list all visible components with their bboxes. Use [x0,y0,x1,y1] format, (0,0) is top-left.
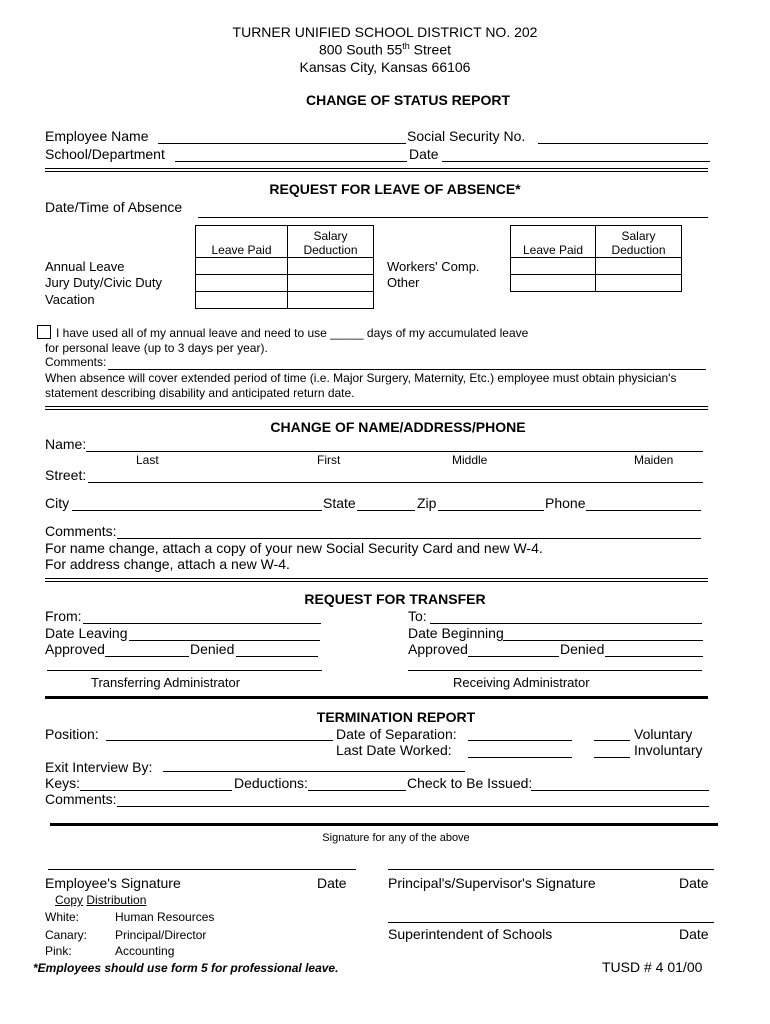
from-approved-line[interactable] [105,656,189,657]
district-street: 800 South 55th Street [318,41,452,58]
annual-leave-paid-cell[interactable] [196,258,288,275]
name-label: Name: [45,436,87,452]
transferring-admin-label: Transferring Administrator [91,675,241,690]
superintendent-label: Superintendent of Schools [388,926,553,942]
school-department-label: School/Department [45,146,165,162]
section-divider [45,168,708,172]
state-label: State [323,495,356,511]
leave-table-right [510,225,682,292]
salary-deduction-header-right: Salary Deduction [596,226,682,258]
receiving-admin-line[interactable] [408,670,702,671]
city-label: City [45,495,70,511]
vacation-label: Vacation [45,292,95,307]
city-line[interactable] [72,510,322,511]
employee-date-label: Date [317,875,347,891]
to-line[interactable] [430,623,702,624]
keys-label: Keys: [45,775,81,791]
sub-middle: Middle [452,453,488,467]
position-label: Position: [45,726,99,742]
other-deduction-cell[interactable] [596,275,682,292]
leave-comments-label: Comments: [45,355,107,369]
footnote: *Employees should use form 5 for professional leave. [33,961,339,975]
jury-duty-deduction-cell[interactable] [288,275,374,292]
to-denied-label: Denied [560,641,605,657]
form-title: CHANGE OF STATUS REPORT [305,92,511,108]
principal-signature-line[interactable] [388,869,714,870]
leave-paid-header: Leave Paid [196,226,288,258]
district-name: TURNER UNIFIED SCHOOL DISTRICT NO. 202 [232,24,538,40]
leave-note-line2: statement describing disability and anticipated return date. [45,386,355,400]
superintendent-signature-line[interactable] [388,922,714,923]
zip-label: Zip [417,495,437,511]
principal-signature-label: Principal's/Supervisor's Signature [388,875,596,891]
state-line[interactable] [357,510,415,511]
vacation-paid-cell[interactable] [196,292,288,309]
name-comments-line[interactable] [117,538,701,539]
signature-caption: Signature for any of the above [322,832,470,844]
to-approved-label: Approved [408,641,468,657]
to-denied-line[interactable] [605,656,703,657]
termination-comments-line[interactable] [117,806,709,807]
from-denied-label: Denied [190,641,235,657]
section-divider [45,578,708,582]
checkbox-text-line1: I have used all of my annual leave and need to use _____ days of my accumulated leave [56,326,529,340]
sub-last: Last [136,453,159,467]
voluntary-line[interactable] [594,740,630,741]
distribution-heading: Copy Distribution [55,893,147,907]
checkbox-text-line2: for personal leave (up to 3 days per year). [45,341,268,355]
from-line[interactable] [83,623,321,624]
jury-duty-label: Jury Duty/Civic Duty [45,275,163,290]
employee-signature-label: Employee's Signature [45,875,181,891]
deductions-line[interactable] [308,790,406,791]
from-denied-line[interactable] [236,656,318,657]
street-label: Street: [45,467,87,483]
last-date-worked-label: Last Date Worked: [336,742,452,758]
section-divider-thick [45,696,708,699]
dist-pink-dest: Accounting [115,944,175,958]
sub-maiden: Maiden [634,453,674,467]
dist-canary-dest: Principal/Director [115,928,207,942]
workers-comp-label: Workers' Comp. [387,259,480,274]
deductions-label: Deductions: [234,775,308,791]
employee-signature-line[interactable] [48,869,356,870]
date-time-line[interactable] [198,217,708,218]
annual-leave-used-checkbox[interactable] [37,325,51,339]
to-label: To: [408,608,427,624]
zip-line[interactable] [438,510,544,511]
vacation-deduction-cell[interactable] [288,292,374,309]
name-line[interactable] [86,451,703,452]
involuntary-line[interactable] [594,757,630,758]
signature-divider-thick [50,823,718,826]
transfer-heading: REQUEST FOR TRANSFER [304,591,486,607]
dist-pink-label: Pink: [45,944,72,958]
involuntary-label: Involuntary [634,742,703,758]
receiving-admin-label: Receiving Administrator [453,675,590,690]
address-change-note: For address change, attach a new W-4. [45,556,290,572]
termination-heading: TERMINATION REPORT [316,709,476,725]
employee-name-label: Employee Name [45,128,149,144]
leave-note-line1: When absence will cover extended period of time (i.e. Major Surgery, Maternity, Etc.) employee must obtain physician's [45,371,677,385]
name-comments-label: Comments: [45,523,117,539]
from-approved-label: Approved [45,641,105,657]
phone-line[interactable] [586,510,701,511]
ssn-label: Social Security No. [407,128,526,144]
from-label: From: [45,608,82,624]
dist-canary-label: Canary: [45,928,88,942]
termination-comments-label: Comments: [45,791,117,807]
date-beginning-label: Date Beginning [408,625,504,641]
section-divider [45,406,708,410]
form-id: TUSD # 4 01/00 [602,959,703,975]
leave-paid-header-right: Leave Paid [511,226,596,258]
principal-date-label: Date [679,875,709,891]
workers-comp-paid-cell[interactable] [511,258,596,275]
date-separation-label: Date of Separation: [336,726,457,742]
name-change-heading: CHANGE OF NAME/ADDRESS/PHONE [270,419,526,435]
dist-white-label: White: [45,910,80,924]
transferring-admin-line[interactable] [47,670,322,671]
exit-interview-line[interactable] [163,771,465,772]
street-line[interactable] [88,482,703,483]
leave-table-left [195,225,374,309]
exit-interview-label: Exit Interview By: [45,759,153,775]
dist-white-dest: Human Resources [115,910,215,924]
last-date-worked-line[interactable] [468,757,572,758]
sub-first: First [317,453,341,467]
voluntary-label: Voluntary [634,726,693,742]
district-city: Kansas City, Kansas 66106 [299,59,471,75]
leave-comments-line[interactable] [108,369,706,370]
to-approved-line[interactable] [468,656,559,657]
ssn-line[interactable] [538,143,708,144]
date-line[interactable] [442,161,710,162]
annual-leave-label: Annual Leave [45,259,125,274]
salary-deduction-header: Salary Deduction [288,226,374,258]
phone-label: Phone [545,495,586,511]
check-label: Check to Be Issued: [407,775,533,791]
jury-duty-paid-cell[interactable] [196,275,288,292]
annual-leave-deduction-cell[interactable] [288,258,374,275]
position-line[interactable] [106,740,333,741]
workers-comp-deduction-cell[interactable] [596,258,682,275]
leave-heading: REQUEST FOR LEAVE OF ABSENCE* [269,181,521,197]
school-department-line[interactable] [175,161,407,162]
date-separation-line[interactable] [468,740,572,741]
other-paid-cell[interactable] [511,275,596,292]
superintendent-date-label: Date [679,926,709,942]
name-change-note: For name change, attach a copy of your new Social Security Card and new W-4. [45,540,543,556]
date-leaving-label: Date Leaving [45,625,128,641]
check-line[interactable] [531,790,709,791]
other-label: Other [387,275,420,290]
date-label: Date [409,146,439,162]
employee-name-line[interactable] [158,143,406,144]
date-time-label: Date/Time of Absence [45,199,183,215]
